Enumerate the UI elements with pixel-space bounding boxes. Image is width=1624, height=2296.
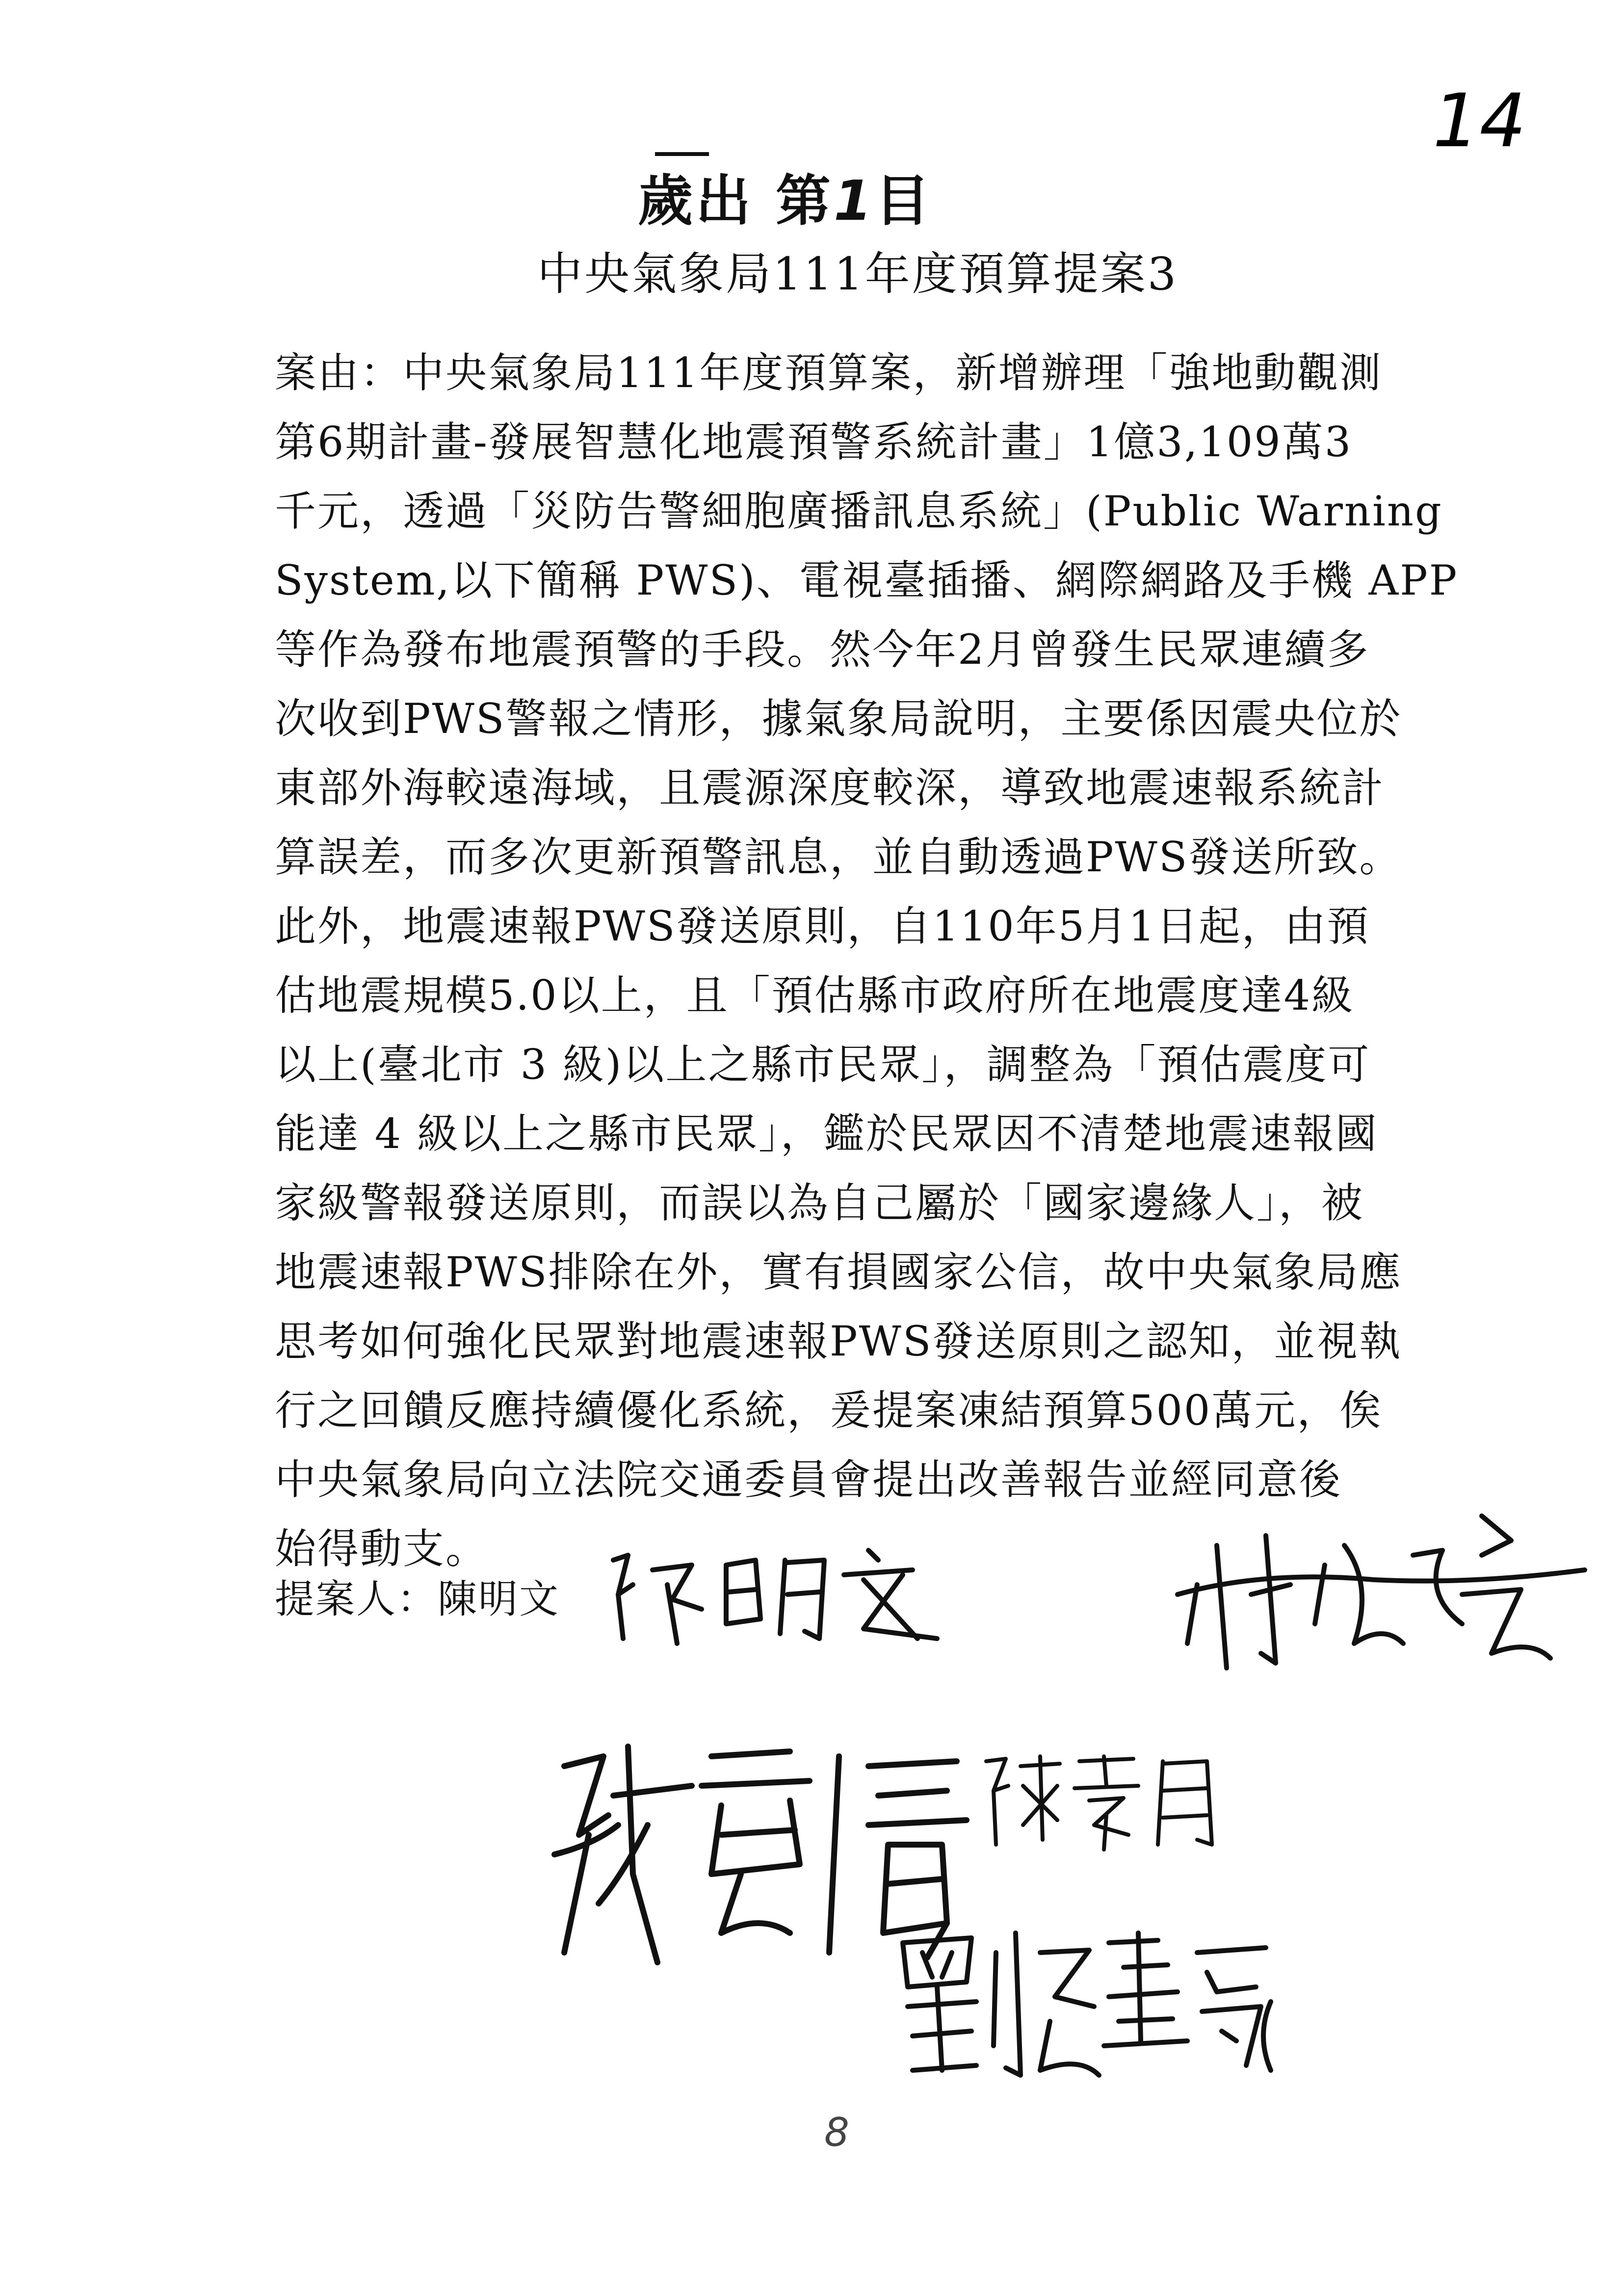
signature-stroke-icon [599, 1540, 952, 1653]
page-number: 14 [1433, 78, 1526, 164]
signature-stroke-icon [1168, 1496, 1590, 1693]
subtitle: 中央氣象局111年度預算提案3 [537, 248, 1179, 300]
proposer-label: 提案人： [275, 1576, 438, 1622]
signature-lin-jun-xian [1168, 1496, 1590, 1693]
scan-mark: 8 [824, 2110, 849, 2155]
body-line: 能達 4 級以上之縣市民眾」，鑑於民眾因不清楚地震速報國 [275, 1110, 1378, 1158]
body-line: 千元，透過「災防告警細胞廣播訊息系統」(Public Warning [275, 487, 1443, 535]
heading-prefix: 歲出 第 [638, 169, 834, 233]
proposal-body [275, 339, 1459, 1584]
body-line: 第6期計畫-發展智慧化地震預警系統計畫」1億3,109萬3 [275, 418, 1353, 466]
body-line: 家級警報發送原則，而誤以為自己屬於「國家邊緣人」，被 [275, 1179, 1364, 1227]
signature-chen-su-yue [976, 1747, 1231, 1854]
body-line: 東部外海較遠海域，且震源深度較深，導致地震速報系統計 [275, 764, 1385, 812]
body-line: 地震速報PWS排除在外，實有損國家公信，故中央氣象局應 [275, 1248, 1402, 1296]
proposer-line [275, 1567, 560, 1624]
body-line: 算誤差，而多次更新預警訊息，並自動透過PWS發送所致。 [275, 833, 1402, 881]
body-line: 行之回饋反應持續優化系統，爰提案凍結預算500萬元，俟 [275, 1386, 1383, 1435]
signature-chen-ming-wen [599, 1540, 952, 1653]
body-line: 案由：中央氣象局111年度預算案，新增辦理「強地動觀測 [275, 349, 1383, 397]
body-line: 以上(臺北市 3 級)以上之縣市民眾」，調整為「預估震度可 [275, 1041, 1371, 1089]
body-line: 始得動支。 [275, 1525, 489, 1573]
proposer-name: 陳明文 [438, 1576, 560, 1622]
body-line: 等作為發布地震預警的手段。然今年2月曾發生民眾連續多 [275, 626, 1370, 674]
body-line: 思考如何強化民眾對地震速報PWS發送原則之認知，並視執 [275, 1317, 1402, 1365]
heading-suffix: 目 [874, 169, 933, 233]
heading-correction-mark [655, 152, 709, 156]
body-line: System,以下簡稱 PWS)、電視臺插播、網際網路及手機 APP [275, 556, 1459, 604]
body-line: 此外，地震速報PWS發送原則，自110年5月1日起，由預 [275, 902, 1370, 950]
signature-stroke-icon [893, 1923, 1276, 2085]
body-line: 中央氣象局向立法院交通委員會提出改善報告並經同意後 [275, 1456, 1342, 1504]
heading-number: 1 [834, 169, 875, 233]
body-line: 次收到PWS警報之情形，據氣象局說明，主要係因震央位於 [275, 695, 1402, 743]
heading [638, 157, 933, 236]
signature-liu-jian-guo [893, 1923, 1276, 2085]
signature-stroke-icon [976, 1747, 1231, 1854]
body-line: 估地震規模5.0以上，且「預估縣市政府所在地震度達4級 [275, 971, 1355, 1019]
